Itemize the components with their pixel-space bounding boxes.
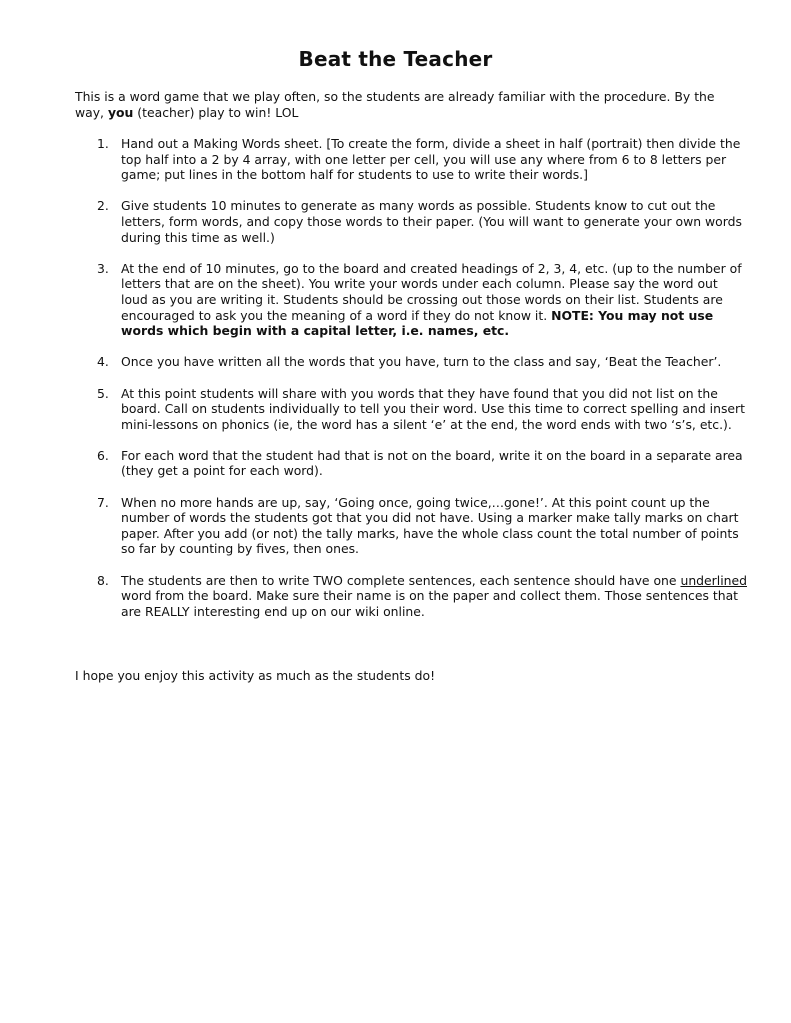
step-text: At the end of 10 minutes, go to the board and created headings of 2, 3, 4, etc. (up to the number of letters that are on the sheet). You write your words under each column. Please say the word out loud as you are writing it. Students should be crossing out those words on their list. Students are encouraged to ask you the meaning of a word if they do not know it. [121, 260, 742, 323]
step-number: 8. [97, 572, 109, 588]
step-text: When no more hands are up, say, ‘Going once, going twice,…gone!’. At this point count up the number of words the students got that you did not have. Using a marker make tally marks on chart paper. After you add (or not) the tally marks, have the whole class count the total number of points so far by counting by fives, then ones. [121, 494, 739, 557]
step-text: For each word that the student had that is not on the board, write it on the board in a separate area (they get a point for each word). [121, 447, 743, 479]
step-number: 6. [97, 447, 109, 463]
closing-paragraph: I hope you enjoy this activity as much as the students do! [75, 668, 436, 683]
step-number: 4. [97, 354, 109, 370]
step-item [75, 354, 747, 370]
step-item [75, 198, 747, 245]
step-text-start: The students are then to write TWO complete sentences, each sentence should have one [121, 572, 681, 588]
step-number: 3. [97, 260, 109, 276]
step-text-end: word from the board. Make sure their name is on the paper and collect them. Those sentences that are REALLY interesting end up on our wiki online. [121, 588, 739, 619]
step-number: 1. [97, 136, 109, 151]
intro-text-end: (teacher) play to win! LOL [133, 104, 299, 120]
step-item [75, 573, 747, 620]
step-text: At this point students will share with you words that they have found that you did not list on the board. Call on students individually to tell you their word. Use this time to correct spelling and insert mini-lessons on phonics (ie, the word has a silent ‘e’ at the end, the word ends with two ‘s’s, etc.). [121, 385, 746, 432]
underlined-word: underlined [680, 572, 747, 588]
step-text: Once you have written all the words that you have, turn to the class and say, ‘Beat the Teacher’. [121, 354, 722, 370]
step-number: 7. [97, 494, 109, 510]
step-number: 2. [97, 198, 109, 214]
step-note-bold: NOTE: You may not use words which begin with a capital letter, i.e. names, etc. [121, 307, 714, 339]
intro-bold-you: you [107, 104, 134, 120]
step-item [75, 261, 747, 339]
step-item [75, 136, 747, 183]
intro-paragraph [75, 89, 747, 120]
page-title: Beat the Teacher [298, 47, 493, 71]
steps-list [75, 136, 747, 635]
step-text: Give students 10 minutes to generate as many words as possible. Students know to cut out the letters, form words, and copy those words to their paper. (You will want to generate your own words during this time as well.) [121, 198, 742, 245]
step-text: Hand out a Making Words sheet. [To create the form, divide a sheet in half (portrait) then divide the top half into a 2 by 4 array, with one letter per cell, you will use any where from 6 to 8 letters per game; put lines in the bottom half for students to use to write their words.] [121, 136, 741, 183]
step-item [75, 386, 747, 433]
step-item [75, 495, 747, 557]
intro-text-start: This is a word game that we play often, so the students are already familiar with the procedure. By the way, [75, 89, 715, 120]
step-item [75, 448, 747, 479]
step-number: 5. [97, 385, 109, 401]
